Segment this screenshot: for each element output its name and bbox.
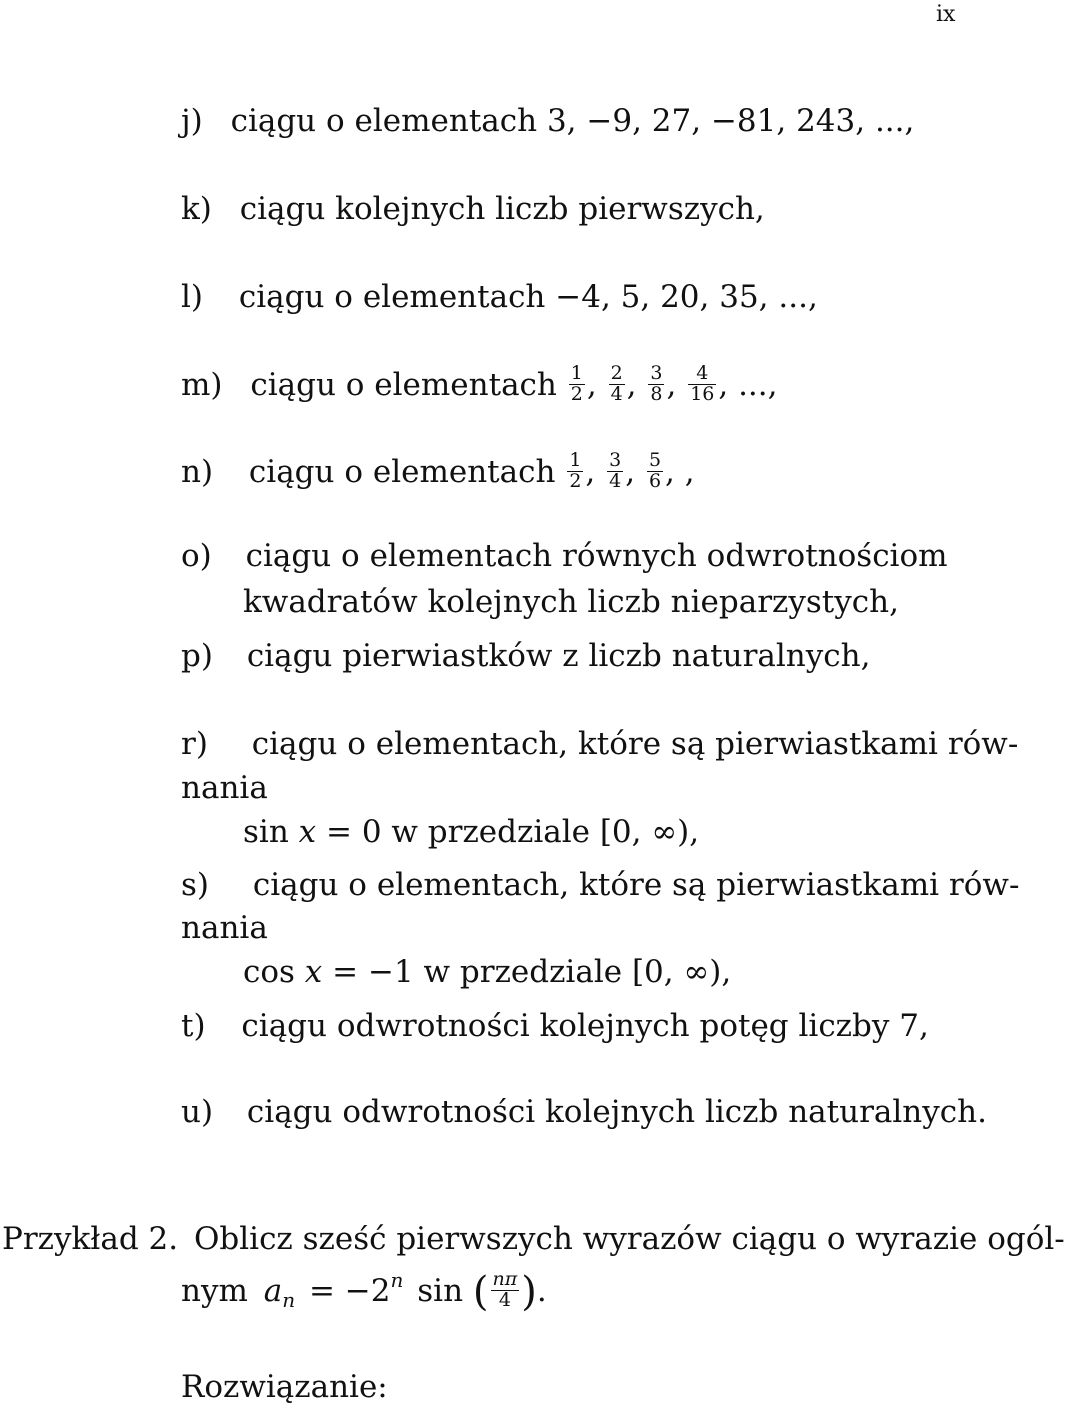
item-label: n) <box>181 453 214 490</box>
equation-r <box>243 814 700 850</box>
item-label: r) <box>181 726 208 762</box>
item-label: p) <box>181 638 213 674</box>
fraction: $\frac{1}{2}$ <box>570 362 583 405</box>
exercise-item-k <box>181 191 765 227</box>
separator: , <box>666 366 677 403</box>
solution-label: Rozwiązanie: <box>181 1369 388 1405</box>
fraction: $\frac{4}{16}$ <box>690 362 715 405</box>
formula-fraction: $\frac{n\pi}{4}$ <box>492 1268 518 1311</box>
example-heading-line <box>2 1221 1065 1257</box>
example-heading: Przykład 2. <box>2 1221 179 1257</box>
item-label: m) <box>181 366 223 403</box>
equation-function: cos <box>243 954 295 990</box>
exercise-item-p <box>181 638 871 674</box>
sequence-term: a <box>263 1273 283 1309</box>
item-text: ciągu o elementach <box>250 366 557 403</box>
exercise-item-o <box>181 538 948 574</box>
item-text: ciągu o elementach równych odwrotnościom <box>245 538 948 574</box>
exercise-item-j <box>181 103 915 139</box>
separator: , <box>626 366 637 403</box>
separator: , <box>585 453 596 490</box>
item-tail: , , <box>665 453 695 490</box>
item-text: ciągu o elementach, które są pierwiastkami rów- <box>251 726 1019 762</box>
item-label: o) <box>181 538 212 574</box>
term-index: n <box>282 1288 296 1312</box>
item-label: s) <box>181 867 210 903</box>
item-text: ciągu o elementach, które są pierwiastkami rów- <box>252 867 1020 903</box>
exercise-item-r-continuation: nania <box>181 770 268 806</box>
equation-variable: x <box>304 954 323 990</box>
item-label: u) <box>181 1094 214 1130</box>
example-formula-line <box>181 1270 547 1313</box>
paren-close: ) <box>521 1269 537 1315</box>
item-text: ciągu o elementach 3, −9, 27, −81, 243, ..., <box>230 103 915 139</box>
example-text-prefix: nym <box>181 1273 248 1309</box>
exercise-item-l <box>181 279 818 315</box>
fraction: $\frac{2}{4}$ <box>610 362 623 405</box>
equation-s <box>243 954 732 990</box>
item-label: t) <box>181 1008 206 1044</box>
item-text: ciągu odwrotności kolejnych potęg liczby 7, <box>241 1008 929 1044</box>
fraction: $\frac{1}{2}$ <box>569 449 582 492</box>
item-text: ciągu o elementach −4, 5, 20, 35, ..., <box>238 279 818 315</box>
equation-rest: = −1 w przedziale [0, ∞), <box>332 954 732 990</box>
formula-exponent: n <box>390 1268 404 1292</box>
paren-open: ( <box>472 1269 489 1315</box>
exercise-item-r <box>181 726 1019 762</box>
item-text: ciągu odwrotności kolejnych liczb naturalnych. <box>246 1094 987 1130</box>
item-text: ciągu o elementach <box>248 453 556 490</box>
equation-rest: = 0 w przedziale [0, ∞), <box>326 814 700 850</box>
fraction: $\frac{3}{4}$ <box>609 449 622 492</box>
exercise-item-s-continuation: nania <box>181 910 268 946</box>
page-number: ix <box>936 2 956 27</box>
formula-function: sin <box>417 1273 464 1309</box>
separator: , <box>625 453 636 490</box>
fraction: $\frac{3}{8}$ <box>650 362 663 405</box>
exercise-item-m <box>181 362 778 407</box>
fraction: $\frac{5}{6}$ <box>648 449 662 492</box>
exercise-item-n <box>181 449 695 494</box>
exercise-item-u <box>181 1094 987 1130</box>
item-text: ciągu pierwiastków z liczb naturalnych, <box>246 638 871 674</box>
exercise-item-s <box>181 867 1020 903</box>
formula-equals: = −2 <box>308 1273 391 1309</box>
equation-function: sin <box>243 814 289 850</box>
equation-variable: x <box>298 814 317 850</box>
formula-end: . <box>536 1273 547 1309</box>
item-label: k) <box>181 191 212 227</box>
exercise-item-t <box>181 1008 929 1044</box>
separator: , <box>586 366 597 403</box>
item-text: ciągu kolejnych liczb pierwszych, <box>239 191 765 227</box>
item-label: l) <box>181 279 204 315</box>
exercise-item-o-continuation: kwadratów kolejnych liczb nieparzystych, <box>243 584 899 620</box>
item-tail: , ..., <box>718 366 778 403</box>
item-label: j) <box>181 103 203 139</box>
example-text: Oblicz sześć pierwszych wyrazów ciągu o wyrazie ogól- <box>193 1221 1065 1257</box>
